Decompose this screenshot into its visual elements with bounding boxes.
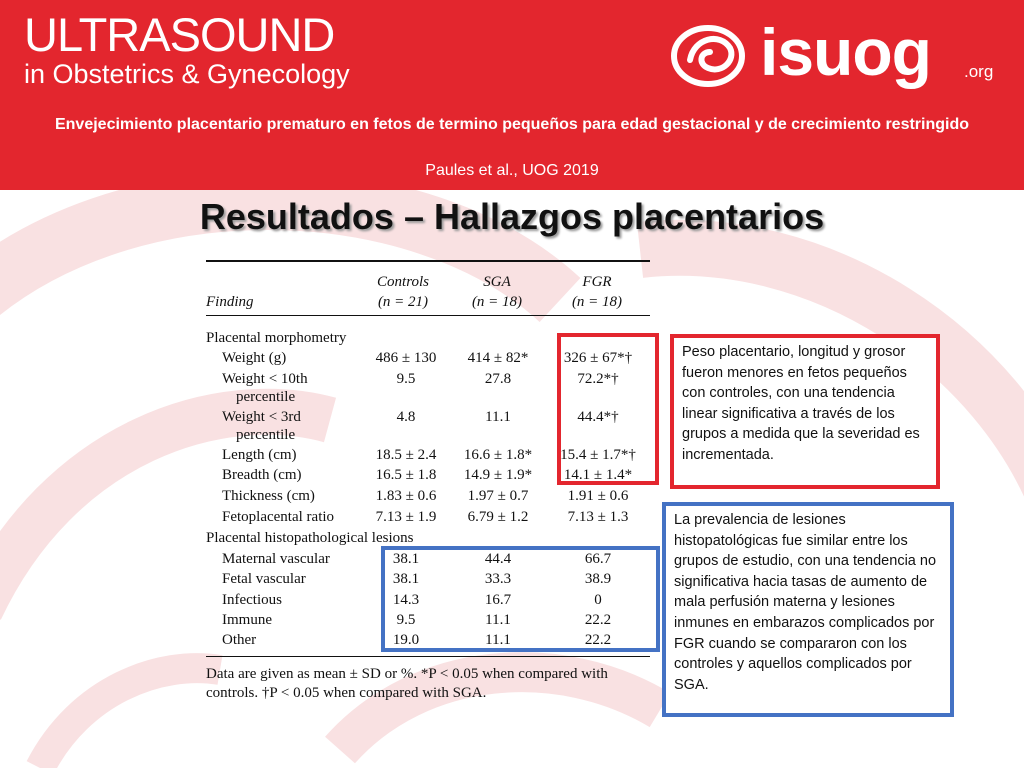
row-label: Fetoplacental ratio [222, 509, 335, 525]
isuog-logo [668, 10, 1008, 96]
table-cell: 72.2*† [577, 371, 619, 387]
fgr-morphometry-highlight [557, 333, 659, 485]
study-citation: Paules et al., UOG 2019 [425, 162, 599, 179]
row-label: Immune [222, 612, 272, 628]
table-cell: 11.1 [485, 409, 511, 425]
table-cell: 22.2 [584, 632, 612, 648]
table-cell: 9.5 [396, 612, 416, 628]
col-header-fgr: FGR [582, 274, 612, 290]
study-title: Envejecimiento placentario prematuro en fetos de termino pequeños para edad gestacional y de crecimiento restringido [54, 116, 969, 133]
table-cell: 1.83 ± 0.6 [375, 488, 437, 504]
table-bottom-rule [206, 656, 650, 657]
col-header-sga: SGA [483, 274, 511, 290]
col-header-finding: Finding [206, 294, 254, 310]
table-cell: 7.13 ± 1.9 [375, 509, 437, 525]
table-cell: 44.4*† [577, 409, 619, 425]
journal-header [0, 0, 1024, 190]
table-cell: 1.91 ± 0.6 [567, 488, 629, 504]
table-header-rule [206, 315, 650, 316]
col-n-sga: (n = 18) [471, 294, 523, 310]
journal-subtitle: in Obstetrics & Gynecology [24, 59, 350, 89]
row-label: Other [222, 632, 257, 648]
col-n-fgr: (n = 18) [571, 294, 623, 310]
row-label-cont: percentile [236, 389, 296, 405]
table-cell: 38.1 [392, 551, 420, 567]
table-cell: 16.5 ± 1.8 [375, 467, 437, 483]
table-cell: 14.9 ± 1.9* [463, 467, 533, 483]
row-label: Thickness (cm) [222, 488, 315, 504]
table-cell: 19.0 [392, 632, 420, 648]
row-label: Weight < 10th [222, 371, 308, 387]
table-cell: 0 [594, 592, 602, 608]
table-footnote-line1: Data are given as mean ± SD or %. *P < 0.05 when compared with [206, 666, 608, 682]
table-cell: 14.3 [392, 592, 420, 608]
table-cell: 14.1 ± 1.4* [563, 467, 633, 483]
table-cell: 414 ± 82* [467, 350, 529, 366]
table-cell: 66.7 [584, 551, 612, 567]
table-cell: 18.5 ± 2.4 [375, 447, 437, 463]
isuog-mark-icon [668, 18, 754, 90]
slide-title: Resultados – Hallazgos placentarios [199, 196, 825, 237]
row-label-cont: percentile [236, 427, 296, 443]
row-label: Fetal vascular [222, 571, 306, 587]
row-label: Infectious [222, 592, 282, 608]
table-cell: 486 ± 130 [375, 350, 437, 366]
table-cell: 6.79 ± 1.2 [467, 509, 529, 525]
logo-tld: .org [964, 62, 994, 81]
table-cell: 22.2 [584, 612, 612, 628]
table-cell: 15.4 ± 1.7*† [560, 447, 636, 463]
histopathology-highlight [381, 546, 660, 652]
row-label: Breadth (cm) [222, 467, 302, 483]
table-cell: 1.97 ± 0.7 [467, 488, 529, 504]
table-cell: 7.13 ± 1.3 [567, 509, 629, 525]
row-label: Weight (g) [222, 350, 287, 366]
row-label: Weight < 3rd [222, 409, 301, 425]
row-label: Maternal vascular [222, 551, 330, 567]
section-title-morphometry: Placental morphometry [206, 330, 347, 346]
table-top-rule [206, 260, 650, 262]
table-cell: 33.3 [484, 571, 512, 587]
logo-wordmark: isuog [760, 15, 931, 89]
table-cell: 16.6 ± 1.8* [463, 447, 533, 463]
table-cell: 38.1 [392, 571, 420, 587]
table-cell: 4.8 [396, 409, 416, 425]
table-cell: 38.9 [584, 571, 612, 587]
table-cell: 326 ± 67*† [563, 350, 633, 366]
col-header-controls: Controls [377, 274, 429, 290]
histopathology-note: La prevalencia de lesiones histopatológicas fue similar entre los grupos de estudio, con una tendencia no significativa hacia tasas de aumento de mala perfusión materna y lesiones inmunes en embarazos complicados por FGR cuando se compararon con los controles y aquellos complicados por SGA. [662, 502, 954, 717]
table-cell: 11.1 [485, 632, 511, 648]
table-cell: 27.8 [484, 371, 512, 387]
table-cell: 44.4 [484, 551, 512, 567]
col-n-controls: (n = 21) [377, 294, 429, 310]
table-cell: 9.5 [396, 371, 416, 387]
row-label: Length (cm) [222, 447, 297, 463]
table-cell: 11.1 [485, 612, 511, 628]
table-footnote-line2: controls. †P < 0.05 when compared with SGA. [206, 685, 487, 701]
section-title-histopathology: Placental histopathological lesions [206, 530, 414, 546]
table-cell: 16.7 [484, 592, 512, 608]
journal-title: ULTRASOUND [24, 8, 335, 61]
morphometry-note: Peso placentario, longitud y grosor fueron menores en fetos pequeños con controles, con una tendencia linear significativa a través de los grupos a medida que la severidad es incrementada. [670, 334, 940, 489]
